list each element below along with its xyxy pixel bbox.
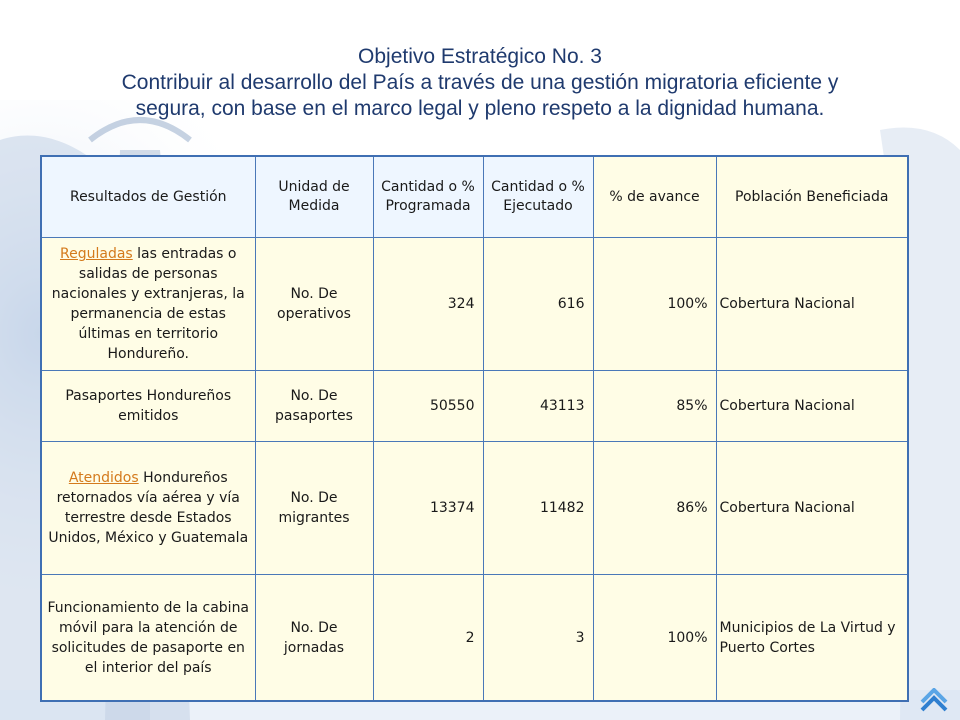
- cell-avance: 85%: [593, 371, 716, 442]
- resultado-text: Hondureños retornados vía aérea y vía terrestre desde Estados Unidos, México y Guatemala: [48, 470, 249, 546]
- title-line-2: Contribuir al desarrollo del País a través de una gestión migratoria eficiente y: [121, 71, 839, 94]
- cell-unidad: No. De operativos: [255, 238, 373, 371]
- table-row: [41, 238, 908, 371]
- table-header-row: [41, 156, 908, 238]
- cell-poblacion: Cobertura Nacional: [716, 371, 908, 442]
- cell-avance: 100%: [593, 238, 716, 371]
- cell-avance: 86%: [593, 442, 716, 575]
- cell-resultado: [41, 442, 255, 575]
- header-avance: % de avance: [593, 156, 716, 238]
- cell-resultado: [41, 238, 255, 371]
- resultado-text: las entradas o salidas de personas nacionales y extranjeras, la permanencia de estas últimas en territorio Hondureño.: [51, 246, 245, 362]
- cell-avance: 100%: [593, 575, 716, 702]
- table-row: [41, 371, 908, 442]
- double-chevron-icon[interactable]: [918, 688, 952, 714]
- header-programada: Cantidad o % Programada: [373, 156, 483, 238]
- title-line-1: Objetivo Estratégico No. 3: [358, 45, 602, 68]
- slide-title: [40, 44, 920, 122]
- table-row: [41, 442, 908, 575]
- header-ejecutado: Cantidad o % Ejecutado: [483, 156, 593, 238]
- cell-resultado: Pasaportes Hondureños emitidos: [41, 371, 255, 442]
- title-line-3: segura, con base en el marco legal y pleno respeto a la dignidad humana.: [135, 97, 825, 120]
- cell-poblacion: Cobertura Nacional: [716, 238, 908, 371]
- cell-programada: 50550: [373, 371, 483, 442]
- cell-ejecutado: 11482: [483, 442, 593, 575]
- cell-programada: 2: [373, 575, 483, 702]
- resultado-link[interactable]: Atendidos: [68, 470, 139, 486]
- cell-unidad: No. De jornadas: [255, 575, 373, 702]
- cell-poblacion: Municipios de La Virtud y Puerto Cortes: [716, 575, 908, 702]
- resultado-link[interactable]: Reguladas: [60, 246, 133, 262]
- cell-programada: 324: [373, 238, 483, 371]
- cell-resultado: Funcionamiento de la cabina móvil para la atención de solicitudes de pasaporte en el interior del país: [41, 575, 255, 702]
- cell-unidad: No. De pasaportes: [255, 371, 373, 442]
- cell-programada: 13374: [373, 442, 483, 575]
- cell-ejecutado: 3: [483, 575, 593, 702]
- cell-ejecutado: 616: [483, 238, 593, 371]
- header-resultados: Resultados de Gestión: [41, 156, 255, 238]
- table-row: [41, 575, 908, 702]
- cell-unidad: No. De migrantes: [255, 442, 373, 575]
- results-table: [40, 155, 909, 702]
- header-unidad: Unidad de Medida: [255, 156, 373, 238]
- header-poblacion: Población Beneficiada: [716, 156, 908, 238]
- cell-poblacion: Cobertura Nacional: [716, 442, 908, 575]
- cell-ejecutado: 43113: [483, 371, 593, 442]
